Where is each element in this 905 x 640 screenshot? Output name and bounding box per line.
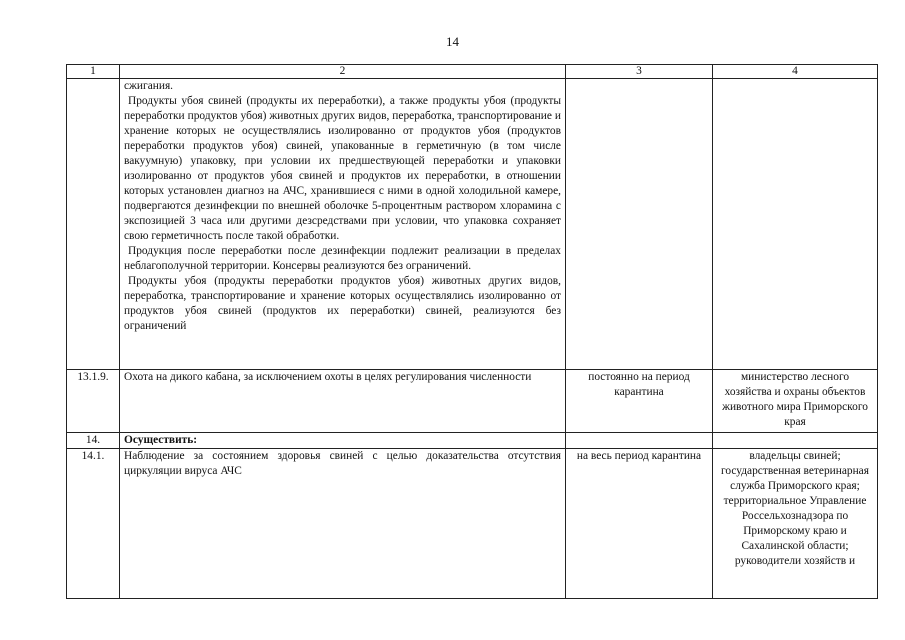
cell-num: 14.: [67, 433, 120, 449]
cell-term: [566, 79, 713, 370]
header-col-2: 2: [120, 65, 566, 79]
table-row-13-1-9: [67, 370, 878, 433]
header-col-3: 3: [566, 65, 713, 79]
cell-term: [566, 433, 713, 449]
cell-measure: [120, 433, 566, 449]
table-row-14-1: [67, 449, 878, 599]
cell-responsible: [713, 79, 878, 370]
section-heading: Осуществить:: [124, 434, 198, 446]
cell-measure: [120, 79, 566, 370]
cell-num: 13.1.9.: [67, 370, 120, 433]
cell-responsible: владельцы свиней; государственная ветеринарная служба Приморского края; территориальное Управление Россельхознадзора по Приморскому краю и Сахалинской области; руководители хозяйств и: [713, 449, 878, 599]
cell-num: [67, 79, 120, 370]
table-header-row: [67, 65, 878, 79]
header-col-1: 1: [67, 65, 120, 79]
measures-table: [66, 64, 878, 599]
paragraph: Продукты убоя (продукты переработки продуктов убоя) животных других видов, переработка, транспортирование и хранение которых осуществлялись изолированно от продуктов убоя свиней (продуктов их переработки) свиней, реализуются без ограничений: [124, 275, 561, 332]
cell-term: на весь период карантина: [566, 449, 713, 599]
cell-term: постоянно на период карантина: [566, 370, 713, 433]
cell-num: 14.1.: [67, 449, 120, 599]
table-row-continuation: [67, 79, 878, 370]
cell-responsible: [713, 433, 878, 449]
paragraph: Продукты убоя свиней (продукты их переработки), а также продукты убоя (продукты переработки продуктов убоя) животных других видов, переработка, транспортирование и хранение которых не осуществлялись изолированно от продуктов убоя (продуктов переработки продуктов убоя) свиней, упакованные в герметичную (в том числе вакуумную) упаковку, при условии их предшествующей переработки и упаковки изолированно от продуктов убоя свиней и продуктов их переработки, в отношении которых установлен диагноз на АЧС, хранившиеся с ними в одной холодильной камере, подвергаются дезинфекции по внешней оболочке 5-процентным раствором хлорамина с экспозицией 3 часа или другими дезсредствами при условии, что упаковка сохраняет свою герметичность после такой обработки.: [124, 95, 561, 242]
header-col-4: 4: [713, 65, 878, 79]
cell-measure: Охота на дикого кабана, за исключением охоты в целях регулирования численности: [120, 370, 566, 433]
page-number: 14: [446, 34, 459, 49]
cell-measure: Наблюдение за состоянием здоровья свиней с целью доказательства отсутствия циркуляции вируса АЧС: [120, 449, 566, 599]
table-row-14: [67, 433, 878, 449]
paragraph: Продукция после переработки после дезинфекции подлежит реализации в пределах неблагополучной территории. Консервы реализуются без ограничений.: [124, 245, 561, 272]
paragraph: сжигания.: [124, 80, 174, 92]
cell-responsible: министерство лесного хозяйства и охраны объектов животного мира Приморского края: [713, 370, 878, 433]
